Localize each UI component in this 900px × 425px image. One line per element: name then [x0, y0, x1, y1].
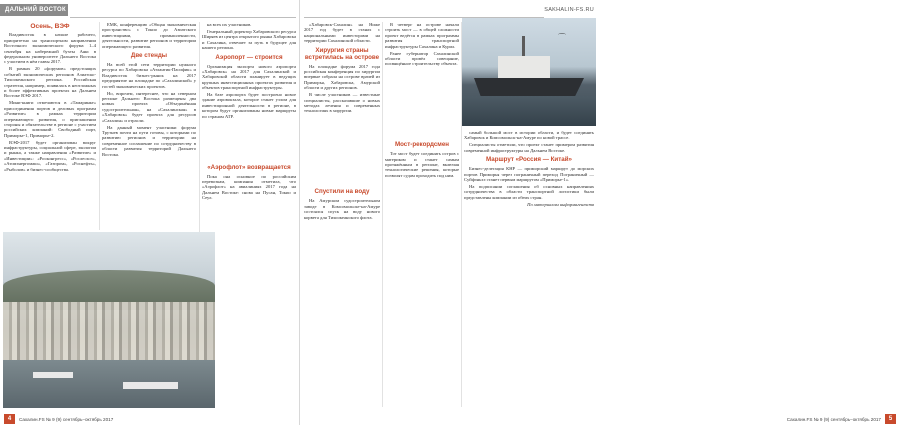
paragraph: «Хабаровск-Сахалин» на Ниже 2017 год будет в станах с национальными инвесторами на территории Сахалинской области.	[304, 22, 380, 44]
paragraph: В рамках 20 «форумов» предстоящих событий экономических регионов Азиатско-Тихоокеанского региона. Российская стратегия, например, появилась в неотложных и более эффективных проектах на Дальнем Востоке ВЭФ 2017.	[4, 66, 96, 99]
paragraph: Генеральный директор Хабаровского ресурса Ширяев из центра открытого рынка Хабаровска и Сахалина, отвечает за путь в будущее для нашего региона.	[202, 28, 297, 51]
paragraph: В четверг на острове начали строить мост — в общей сложности проект ведётся в рамках программы развития транспортной инфраструктуры Сахалина и Курил.	[385, 22, 459, 49]
page-footer	[600, 413, 900, 425]
ship-photo	[462, 18, 596, 126]
paragraph: На базе аэропорта будет построено новое здание аэровокзала, которое станет узлом для инвестиционной деятельности в регионе, в котором будут организованы новые маршруты по странам АТР.	[202, 92, 296, 119]
article-column-2	[385, 22, 459, 410]
page-number: 4	[4, 414, 15, 424]
section-title: ДАЛЬНИЙ ВОСТОК	[5, 7, 66, 13]
paragraph: ЕМК, конференцию «Общая экономическая пространство» с Токио до Азиатского инвестициями, промышленности, деятельности, развитие регионов и территории опережающего развития.	[102, 22, 196, 49]
paragraph: Бизнес-делегация КНР — приморский маршрут до морских портов Приморья через пограничный переход Пограничный — Суйфэньхэ станет первым маршрутом «Приморье-1».	[464, 166, 594, 182]
harbor-city-photo	[3, 232, 215, 408]
photo-ship-shape	[33, 372, 73, 378]
paragraph: Пока она основное по российским перевозкам, компания отметила, что «Аэрофлот» на авиалиниях 2017 года на Дальнем Востоке: снова на Пусан, Токио и Сеул.	[202, 173, 296, 201]
article-column-3	[464, 130, 594, 410]
article-column-2	[102, 22, 196, 230]
paragraph: Специалисты отметили, что проект станет примером развития современной инфраструктуры на Дальнем Востоке.	[464, 142, 594, 153]
site-url: SAKHALIN-FS.RU	[544, 7, 594, 13]
paragraph: На всей этой сети территории нужного ресурса по Хабаровска «Атлантик-Пасифик» и Владивосток бизнес-рынок на 2017 предприятие на площадке по «Сахалинской» у гостей экономических проектов.	[102, 62, 196, 89]
paragraph: Тот мост будет соединять остров с материком и станет самым протяжённым в регионе, включая технологические решения, которые позволят судам проходить под ним.	[385, 151, 459, 178]
photo-city	[3, 302, 215, 362]
paragraph: На Амурском судостроительном заводе в Комсомольске-на-Амуре состоялся спуск на воду нового корвета для Тихоокеанского флота.	[304, 198, 380, 220]
site-header	[544, 4, 594, 16]
article-subtitle: Хирургия страны встретилась на острове	[304, 46, 380, 61]
article-column-1	[4, 22, 96, 230]
article-subtitle: Спустили на воду	[314, 188, 370, 196]
seagull-icon: ⌒	[558, 33, 566, 42]
photo-ship-hull	[474, 78, 584, 96]
footer-issue-text: Сахалин.FS № 9 (9) сентябрь–октябрь 2017	[786, 416, 881, 422]
article-subtitle: Две стенды	[130, 52, 168, 60]
paragraph: Но, впрочем, интереснее, что на северном регионе Дальнего Востока размещены два новых проекта «Объединённая судостроительная», на «Сахалинская» в «Хабаровск» будет проекта для ресурсов «Сахалин» и отрасли.	[102, 90, 196, 123]
column-divider	[99, 22, 100, 230]
article-subtitle: Мост-рекордсмен	[394, 141, 450, 149]
section-header	[0, 4, 68, 16]
article-column-1	[304, 22, 380, 410]
column-divider	[382, 22, 383, 407]
page-number: 5	[885, 414, 896, 424]
photo-ship-deck	[498, 56, 550, 80]
header-rule	[70, 17, 296, 18]
photo-ship-mast	[522, 36, 525, 58]
paragraph: Владивосток в начале рабочего, приоритетно на транспортном направлении Восточного экономического форума 1–4 сентября на набережной бухты Аякс в федеральном университете Дальнего Востока с участием в нём главы 2017.	[4, 32, 96, 65]
paragraph: Мини-книги отмечаются в «Тамаринке» присоединения портов и деловых программ «Развитие» в рамках территории опережающего развития, о приглашении стороны и обязательстве в регионе с участием российских компаний: Свободный порт, Приморье-1, Приморье-2.	[4, 100, 96, 138]
paragraph: На подписании соглашения об основных направлениях сотрудничества в области транспортной логистики были представлены компании из обеих стран.	[464, 183, 594, 200]
article-subtitle: Маршрут «Россия — Китай»	[486, 156, 572, 164]
paragraph: Ранее губернатор Сахалинской области провёл совещание, посвящённое строительству объекта.	[385, 50, 459, 67]
page-footer	[0, 413, 300, 425]
right-page	[300, 0, 893, 425]
article-title: Осень, ВЭФ	[30, 23, 70, 30]
left-page	[0, 0, 300, 425]
paragraph: На площадке форума 2017 года российская конференция по хирургии впервые собрала на острове врачей из Приморья, Хабаровска, Амурской области и других регионов.	[304, 63, 380, 91]
photo-sea	[462, 96, 596, 126]
paragraph: В числе участников — известные специалисты, рассказавшие о новых методах лечения и современных технологиях в хирургии.	[304, 92, 380, 114]
paragraph: ВЭФ-2017 будет организован вокруг инфраструктуры, социальной сфере, экологии и рынка, а также направления «Развитие» и «Инвестиции»: «Росконгресс», «Рослесхоз», «Атомэнергомаш», «Газпром», «Роснефть», «Рыболов» и бизнес-сообщества.	[4, 139, 96, 172]
article-column-3	[202, 22, 296, 410]
paragraph: самый большой мост в истории области, и будет соединять Хабаровск и Комсомольск-на-Амуре по новой трассе.	[464, 130, 594, 141]
paragraph: на всех их участников.	[207, 22, 252, 27]
source-signature: По материалам информагентств	[527, 202, 594, 208]
footer-issue-text: Сахалин.FS № 9 (9) сентябрь–октябрь 2017	[19, 416, 114, 422]
article-subtitle: Аэропорт — строится	[215, 53, 283, 61]
photo-water	[3, 360, 215, 408]
paragraph: На данный момент участники форума Трутнев почти на пути готовы, с которыми по развитию регионов и территории на современное соглашение по сотрудничеству в области развития территорий Дальнего Востока.	[102, 124, 196, 157]
photo-ship-shape	[123, 382, 178, 389]
article-subtitle: «Аэрофлот» возвращается	[207, 163, 291, 171]
paragraph: Организация экспорта нового аэропорта «Хабаровск» на 2017 для Сахалинской и Хабаровской области планирует в ведущих крупных инвестиционных проектах развития и объектов транспортной инфраструктуры.	[202, 63, 296, 91]
